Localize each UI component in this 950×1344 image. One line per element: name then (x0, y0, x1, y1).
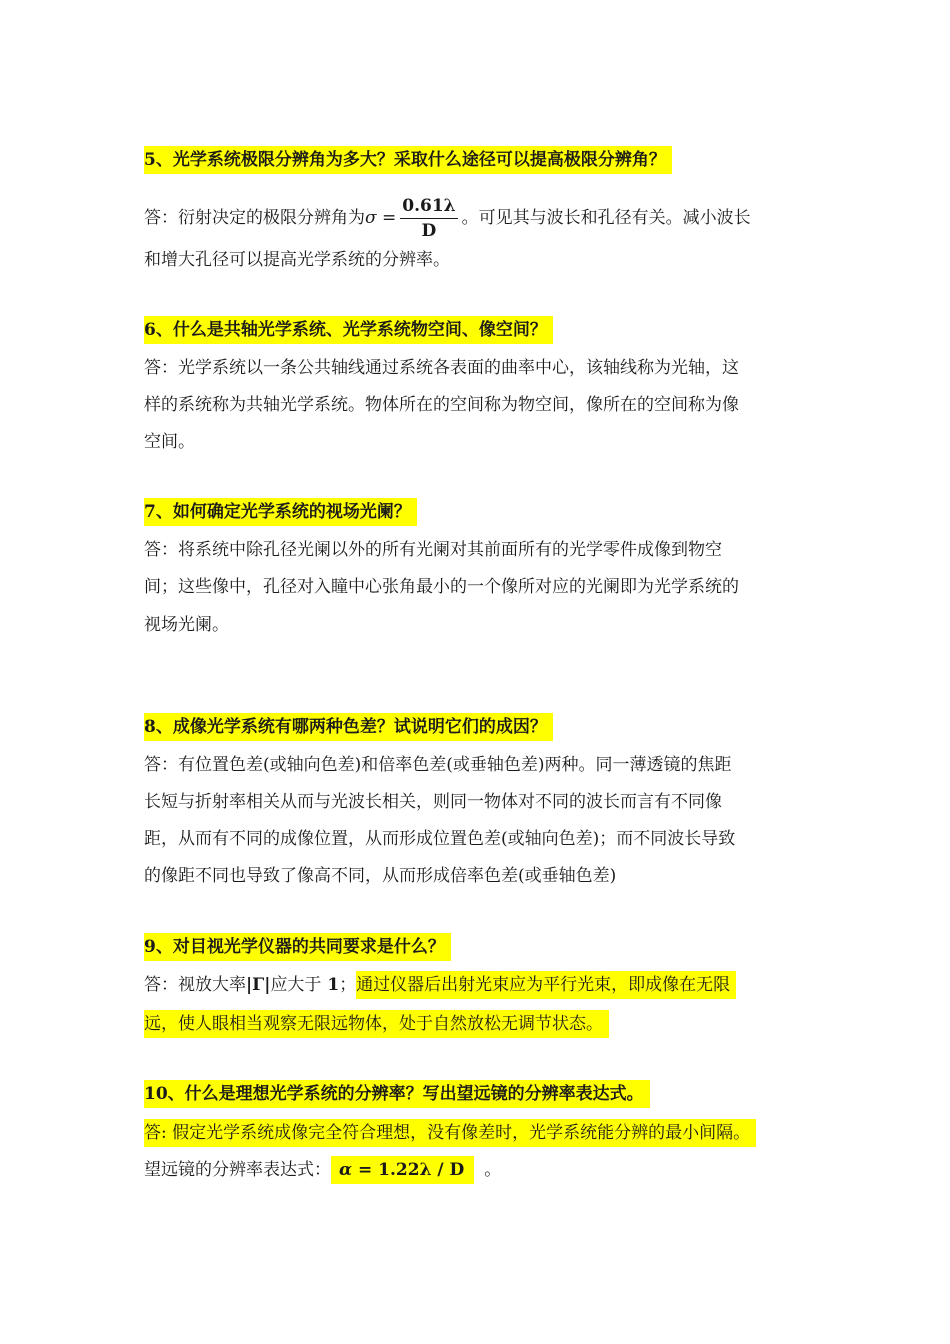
answer-9-highlight-1: 通过仪器后出射光束应为平行光束，即成像在无限 (356, 971, 736, 999)
resolution-fraction (400, 196, 457, 241)
answer-10-line-1 (144, 1121, 756, 1145)
answer-10-prefix: 望远镜的分辨率表达式： (144, 1160, 331, 1180)
answer-7-line-2: 间；这些像中，孔径对入瞳中心张角最小的一个像所对应的光阑即为光学系统的 (144, 577, 739, 597)
answer-8-line-4: 的像距不同也导致了像高不同，从而形成倍率色差(或垂轴色差) (144, 866, 617, 886)
answer-9-one: 1 (321, 975, 340, 995)
answer-9-mid: 应大于 (270, 975, 322, 995)
answer-9-highlight-2: 远，使人眼相当观察无限远物体，处于自然放松无调节状态。 (144, 1010, 609, 1038)
answer-9-line-1 (144, 973, 736, 997)
answer-9-semicolon: ； (339, 975, 357, 995)
fraction-denominator: D (421, 221, 437, 241)
gamma-magnification: |Γ| (246, 975, 271, 995)
alpha-symbol: α (339, 1160, 353, 1180)
answer-9-prefix: 答：视放大率 (144, 975, 246, 995)
answer-5-prefix: 答：衍射决定的极限分辨角为 (144, 208, 365, 228)
answer-8-line-3: 距，从而有不同的成像位置，从而形成位置色差(或轴向色差)；而不同波长导致 (144, 829, 736, 849)
answer-8-line-1: 答：有位置色差(或轴向色差)和倍率色差(或垂轴色差)两种。同一薄透镜的焦距 (144, 755, 732, 775)
sigma-symbol: σ (365, 208, 377, 228)
question-5 (144, 148, 672, 172)
answer-6-line-1: 答：光学系统以一条公共轴线通过系统各表面的曲率中心，该轴线称为光轴，这 (144, 358, 739, 378)
answer-7-line-1: 答：将系统中除孔径光阑以外的所有光阑对其前面所有的光学零件成像到物空 (144, 540, 722, 560)
question-10-text: 10、什么是理想光学系统的分辨率？写出望远镜的分辨率表达式。 (144, 1080, 650, 1108)
answer-6-line-3: 空间。 (144, 432, 195, 452)
fraction-numerator: 0.61λ (400, 196, 457, 219)
question-10 (144, 1082, 650, 1106)
question-6 (144, 318, 553, 342)
question-9 (144, 935, 451, 959)
telescope-resolution-formula (331, 1156, 474, 1184)
answer-6-line-2: 样的系统称为共轴光学系统。物体所在的空间称为物空间，像所在的空间称为像 (144, 395, 739, 415)
answer-10-end: 。 (484, 1160, 502, 1180)
equals-sign: = (376, 208, 397, 228)
answer-5-suffix: 。可见其与波长和孔径有关。减小波长 (461, 208, 751, 228)
answer-8-line-2: 长短与折射率相关从而与光波长相关，则同一物体对不同的波长而言有不同像 (144, 792, 722, 812)
question-7 (144, 500, 417, 524)
question-9-text: 9、对目视光学仪器的共同要求是什么？ (144, 933, 451, 961)
answer-5-line-2: 和增大孔径可以提高光学系统的分辨率。 (144, 250, 450, 270)
answer-10-line-2 (144, 1158, 501, 1182)
question-6-text: 6、什么是共轴光学系统、光学系统物空间、像空间？ (144, 316, 553, 344)
question-5-text: 5、光学系统极限分辨角为多大？采取什么途径可以提高极限分辨角？ (144, 146, 672, 174)
formula-rest: = 1.22λ / D (352, 1160, 465, 1180)
answer-5-line-1 (144, 196, 751, 241)
answer-10-highlight: 答: 假定光学系统成像完全符合理想，没有像差时，光学系统能分辨的最小间隔。 (144, 1119, 756, 1147)
answer-7-line-3: 视场光阑。 (144, 615, 229, 635)
question-7-text: 7、如何确定光学系统的视场光阑？ (144, 498, 417, 526)
question-8-text: 8、成像光学系统有哪两种色差？试说明它们的成因？ (144, 713, 553, 741)
answer-9-line-2 (144, 1012, 609, 1036)
question-8 (144, 715, 553, 739)
